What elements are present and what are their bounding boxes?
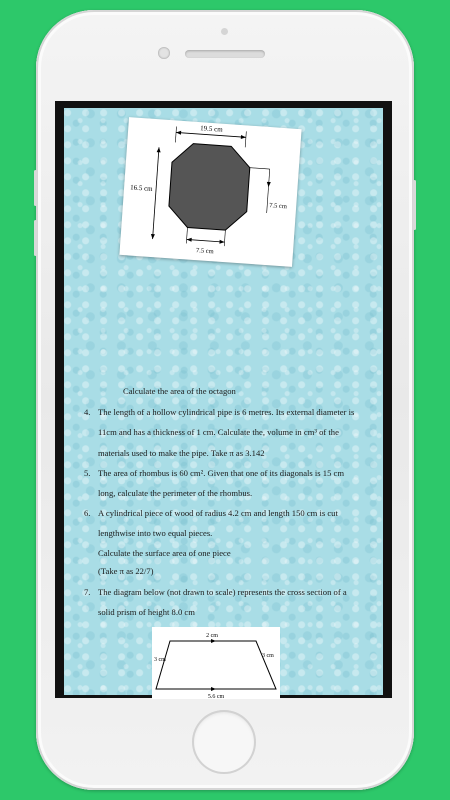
q6-line-2: lengthwise into two equal pieces. bbox=[98, 528, 213, 538]
q6-line-1: A cylindrical piece of wood of radius 4.2 cm and length 150 cm is cut bbox=[98, 508, 338, 518]
proximity-sensor bbox=[221, 28, 228, 35]
q4-line-1: The length of a hollow cylindrical pipe is 6 metres. Its external diameter is bbox=[98, 407, 355, 417]
volume-up-button[interactable] bbox=[34, 170, 37, 206]
octagon-figure bbox=[119, 117, 301, 267]
height-label: 16.5 cm bbox=[129, 183, 153, 193]
q4-number: 4. bbox=[84, 407, 91, 417]
front-camera bbox=[158, 47, 170, 59]
top-label: 2 cm bbox=[206, 633, 218, 639]
q5-line-2: long, calculate the perimeter of the rhombus. bbox=[98, 488, 253, 498]
trapezium-diagram bbox=[152, 627, 280, 699]
q5-line-1: The area of rhombus is 60 cm². Given that one of its diagonals is 15 cm bbox=[98, 468, 345, 478]
octagon-diagram bbox=[119, 117, 301, 267]
earpiece-speaker bbox=[185, 50, 265, 58]
home-button[interactable] bbox=[192, 710, 256, 774]
volume-down-button[interactable] bbox=[34, 220, 37, 256]
bottom-label: 5.6 cm bbox=[207, 694, 225, 700]
q4-line-2: 11cm and has a thickness of 1 cm. Calculate the, volume in cm³ of the bbox=[98, 427, 339, 437]
q6-number: 6. bbox=[84, 508, 91, 518]
q6-line-4: (Take π as 22/7) bbox=[98, 566, 154, 576]
q7-line-1: The diagram below (not drawn to scale) represents the cross section of a bbox=[98, 587, 347, 597]
intro-text: Calculate the area of the octagon bbox=[123, 386, 236, 396]
trapezium-figure bbox=[152, 627, 280, 699]
phone-screen bbox=[55, 101, 392, 698]
bottom-label: 7.5 cm bbox=[195, 247, 214, 256]
right-label: 3 cm bbox=[262, 653, 274, 659]
side-label: 7.5 cm bbox=[268, 202, 288, 211]
q7-number: 7. bbox=[84, 587, 91, 597]
q4-line-3: materials used to make the pipe. Take π as 3.142 bbox=[98, 448, 265, 458]
width-label: 19.5 cm bbox=[199, 124, 223, 134]
left-label: 3 cm bbox=[154, 657, 166, 663]
q7-line-2: solid prism of height 8.0 cm bbox=[98, 607, 195, 617]
q5-number: 5. bbox=[84, 468, 91, 478]
power-button[interactable] bbox=[413, 180, 416, 230]
document-page[interactable] bbox=[64, 108, 383, 700]
q6-line-3: Calculate the surface area of one piece bbox=[98, 548, 231, 558]
